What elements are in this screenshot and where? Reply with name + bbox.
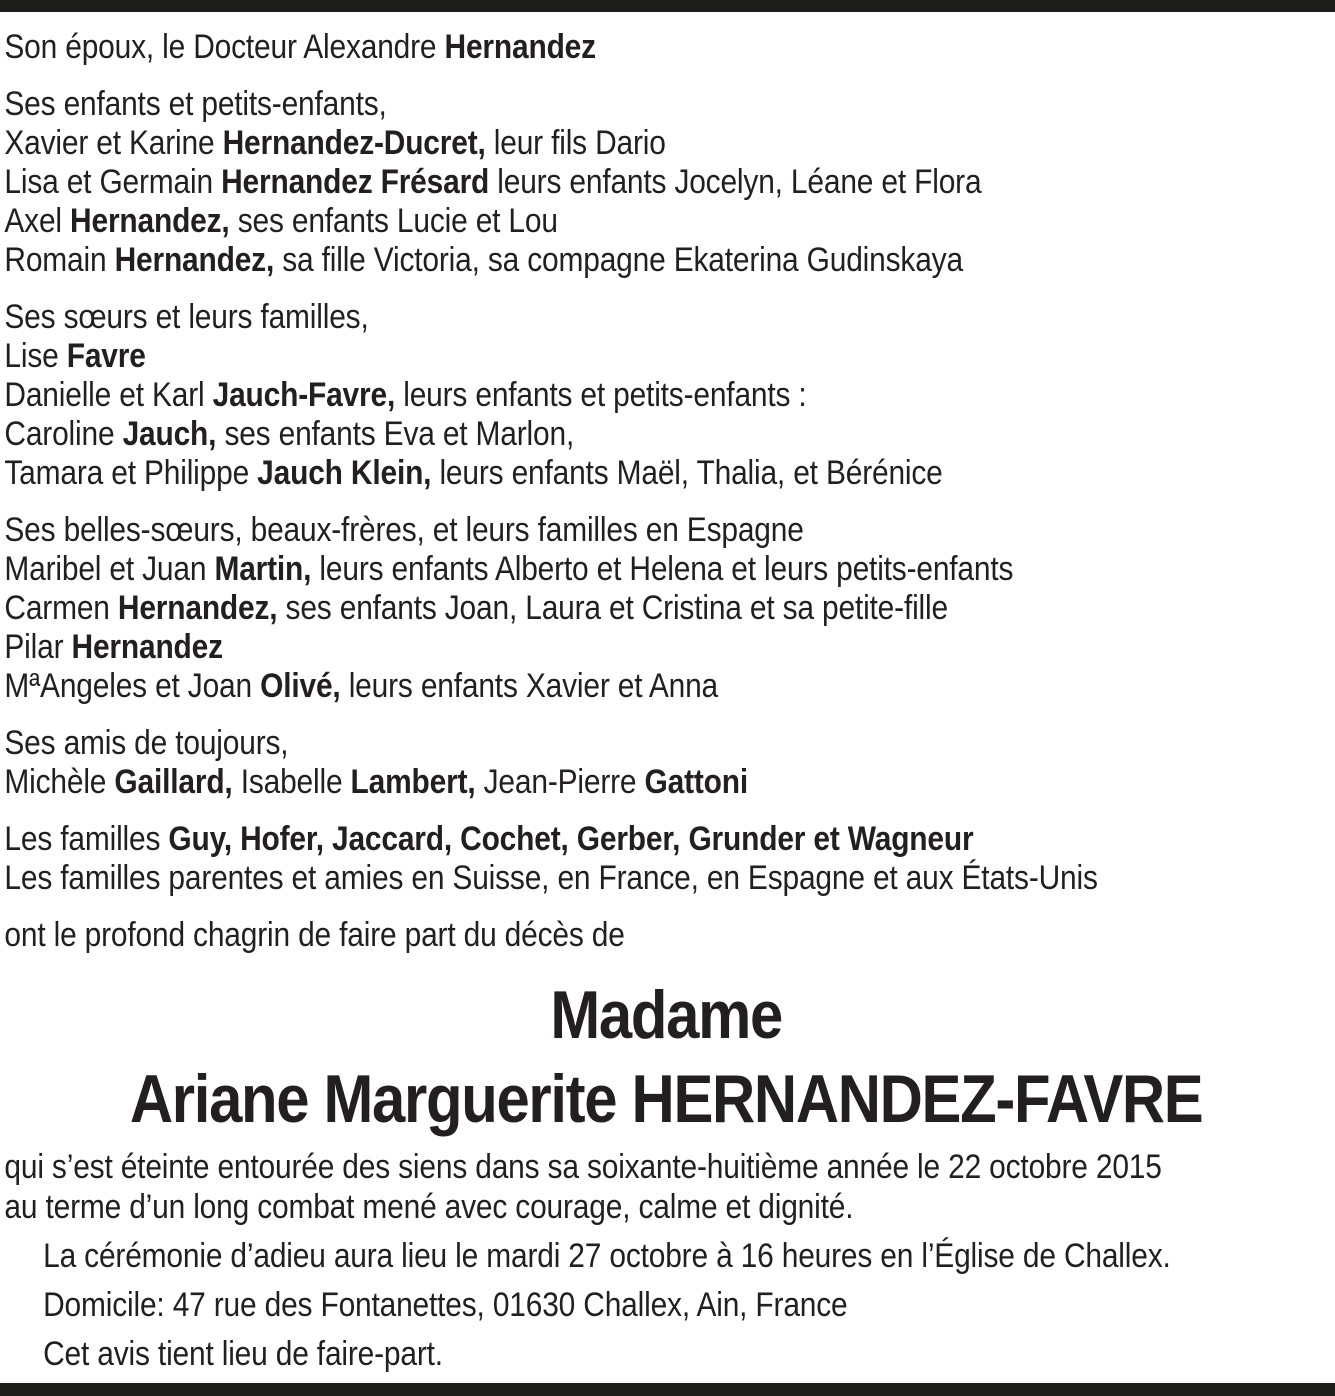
text-segment: Michèle xyxy=(4,763,115,801)
text-segment: Ses amis de toujours, xyxy=(4,724,289,762)
text-line xyxy=(4,763,1328,802)
text-line xyxy=(4,724,1328,763)
bottom-border-rule xyxy=(0,1383,1335,1396)
text-segment: Isabelle xyxy=(232,763,351,801)
name-bold-segment: Hernandez xyxy=(71,628,223,666)
text-segment: Carmen xyxy=(4,589,118,627)
name-bold-segment: Guy, Hofer, Jaccard, Cochet, Gerber, Grunder et Wagneur xyxy=(168,820,974,858)
text-line xyxy=(4,163,1328,202)
section-sisters xyxy=(4,298,1328,493)
text-segment: leurs enfants Jocelyn, Léane et Flora xyxy=(489,163,982,201)
name-bold-segment: Hernandez, xyxy=(70,202,230,240)
section-friends xyxy=(4,724,1328,802)
text-line xyxy=(4,916,1328,955)
section-death-details xyxy=(4,1147,1328,1227)
top-border-rule xyxy=(0,0,1335,12)
text-segment: La cérémonie d’adieu aura lieu le mardi 27 octobre à 16 heures en l’Église de Challex. xyxy=(43,1237,1171,1275)
text-segment: Maribel et Juan xyxy=(4,550,215,588)
name-bold-segment: Gaillard, xyxy=(114,763,233,801)
name-bold-segment: Olivé, xyxy=(260,667,341,705)
name-bold-segment: Jauch-Favre, xyxy=(212,376,396,414)
name-bold-segment: Gattoni xyxy=(644,763,748,801)
text-segment: sa fille Victoria, sa compagne Ekaterina Gudinskaya xyxy=(274,241,963,279)
text-segment: qui s’est éteinte entourée des siens dans sa soixante-huitième année le 22 octobre 2015 xyxy=(4,1148,1162,1186)
text-segment: Jean-Pierre xyxy=(475,763,645,801)
text-segment: ses enfants Eva et Marlon, xyxy=(216,415,575,453)
deceased-title-heading xyxy=(4,973,1328,1141)
section-announcement xyxy=(4,916,1328,955)
text-segment: Xavier et Karine xyxy=(4,124,223,162)
text-line xyxy=(4,202,1328,241)
name-bold-segment: Hernandez, xyxy=(114,241,275,279)
text-segment: ont le profond chagrin de faire part du décès de xyxy=(4,916,625,954)
text-segment: leurs enfants Maël, Thalia, et Bérénice xyxy=(431,454,943,492)
section-spouse xyxy=(4,28,1328,67)
section-children-grandchildren xyxy=(4,85,1328,280)
text-segment: Les familles parentes et amies en Suisse, en France, en Espagne et aux États-Unis xyxy=(4,859,1098,897)
section-in-laws xyxy=(4,511,1328,706)
name-bold-segment: Jauch Klein, xyxy=(257,454,432,492)
text-line xyxy=(4,28,1328,67)
text-line xyxy=(43,1237,1328,1276)
text-segment: Cet avis tient lieu de faire-part. xyxy=(43,1335,443,1373)
name-bold-segment: Lambert, xyxy=(350,763,476,801)
name-bold-segment: Hernandez, xyxy=(117,589,278,627)
text-line xyxy=(4,1147,1328,1187)
text-segment: Ses belles-sœurs, beaux-frères, et leurs familles en Espagne xyxy=(4,511,804,549)
text-line xyxy=(4,454,1328,493)
text-line xyxy=(4,667,1328,706)
text-line xyxy=(43,1335,1328,1374)
name-bold-segment: Hernandez Frésard xyxy=(221,163,490,201)
text-line xyxy=(4,298,1328,337)
text-line xyxy=(4,376,1328,415)
text-segment: leurs enfants Alberto et Helena et leurs petits-enfants xyxy=(311,550,1014,588)
text-line xyxy=(4,124,1328,163)
text-line xyxy=(43,1286,1328,1325)
title-deceased-name: Ariane Marguerite HERNANDEZ-FAVRE xyxy=(129,1061,1203,1137)
name-bold-segment: Favre xyxy=(66,337,146,375)
section-arrangements xyxy=(4,1237,1328,1374)
notice-content xyxy=(0,12,1335,1374)
text-segment: Domicile: 47 rue des Fontanettes, 01630 Challex, Ain, France xyxy=(43,1286,848,1324)
text-segment: Son époux, le Docteur Alexandre xyxy=(4,28,445,66)
text-segment: Ses sœurs et leurs familles, xyxy=(4,298,369,336)
text-segment: Pilar xyxy=(4,628,72,666)
text-segment: au terme d’un long combat mené avec courage, calme et dignité. xyxy=(4,1188,854,1226)
text-segment: Tamara et Philippe xyxy=(4,454,258,492)
text-line xyxy=(4,511,1328,550)
text-segment: Romain xyxy=(4,241,115,279)
text-segment: Les familles xyxy=(4,820,169,858)
text-line xyxy=(4,589,1328,628)
name-bold-segment: Martin, xyxy=(214,550,312,588)
name-bold-segment: Hernandez xyxy=(444,28,596,66)
section-families xyxy=(4,820,1328,898)
text-line xyxy=(4,241,1328,280)
text-line xyxy=(4,1187,1328,1227)
name-bold-segment: Jauch, xyxy=(122,415,217,453)
text-segment: Caroline xyxy=(4,415,123,453)
text-segment: leur fils Dario xyxy=(485,124,666,162)
text-segment: leurs enfants Xavier et Anna xyxy=(340,667,719,705)
title-honorific: Madame xyxy=(550,977,782,1053)
text-segment: Lisa et Germain xyxy=(4,163,222,201)
text-segment: Ses enfants et petits-enfants, xyxy=(4,85,387,123)
text-line xyxy=(4,859,1328,898)
text-line xyxy=(4,628,1328,667)
name-bold-segment: Hernandez-Ducret, xyxy=(222,124,486,162)
text-line xyxy=(4,820,1328,859)
text-line xyxy=(4,550,1328,589)
text-segment: Axel xyxy=(4,202,71,240)
text-segment: Lise xyxy=(4,337,67,375)
text-segment: MªAngeles et Joan xyxy=(4,667,261,705)
text-line xyxy=(4,85,1328,124)
text-line xyxy=(4,337,1328,376)
text-segment: Danielle et Karl xyxy=(4,376,213,414)
text-segment: ses enfants Lucie et Lou xyxy=(229,202,558,240)
text-line xyxy=(4,415,1328,454)
text-segment: ses enfants Joan, Laura et Cristina et sa petite-fille xyxy=(277,589,948,627)
text-segment: leurs enfants et petits-enfants : xyxy=(395,376,807,414)
